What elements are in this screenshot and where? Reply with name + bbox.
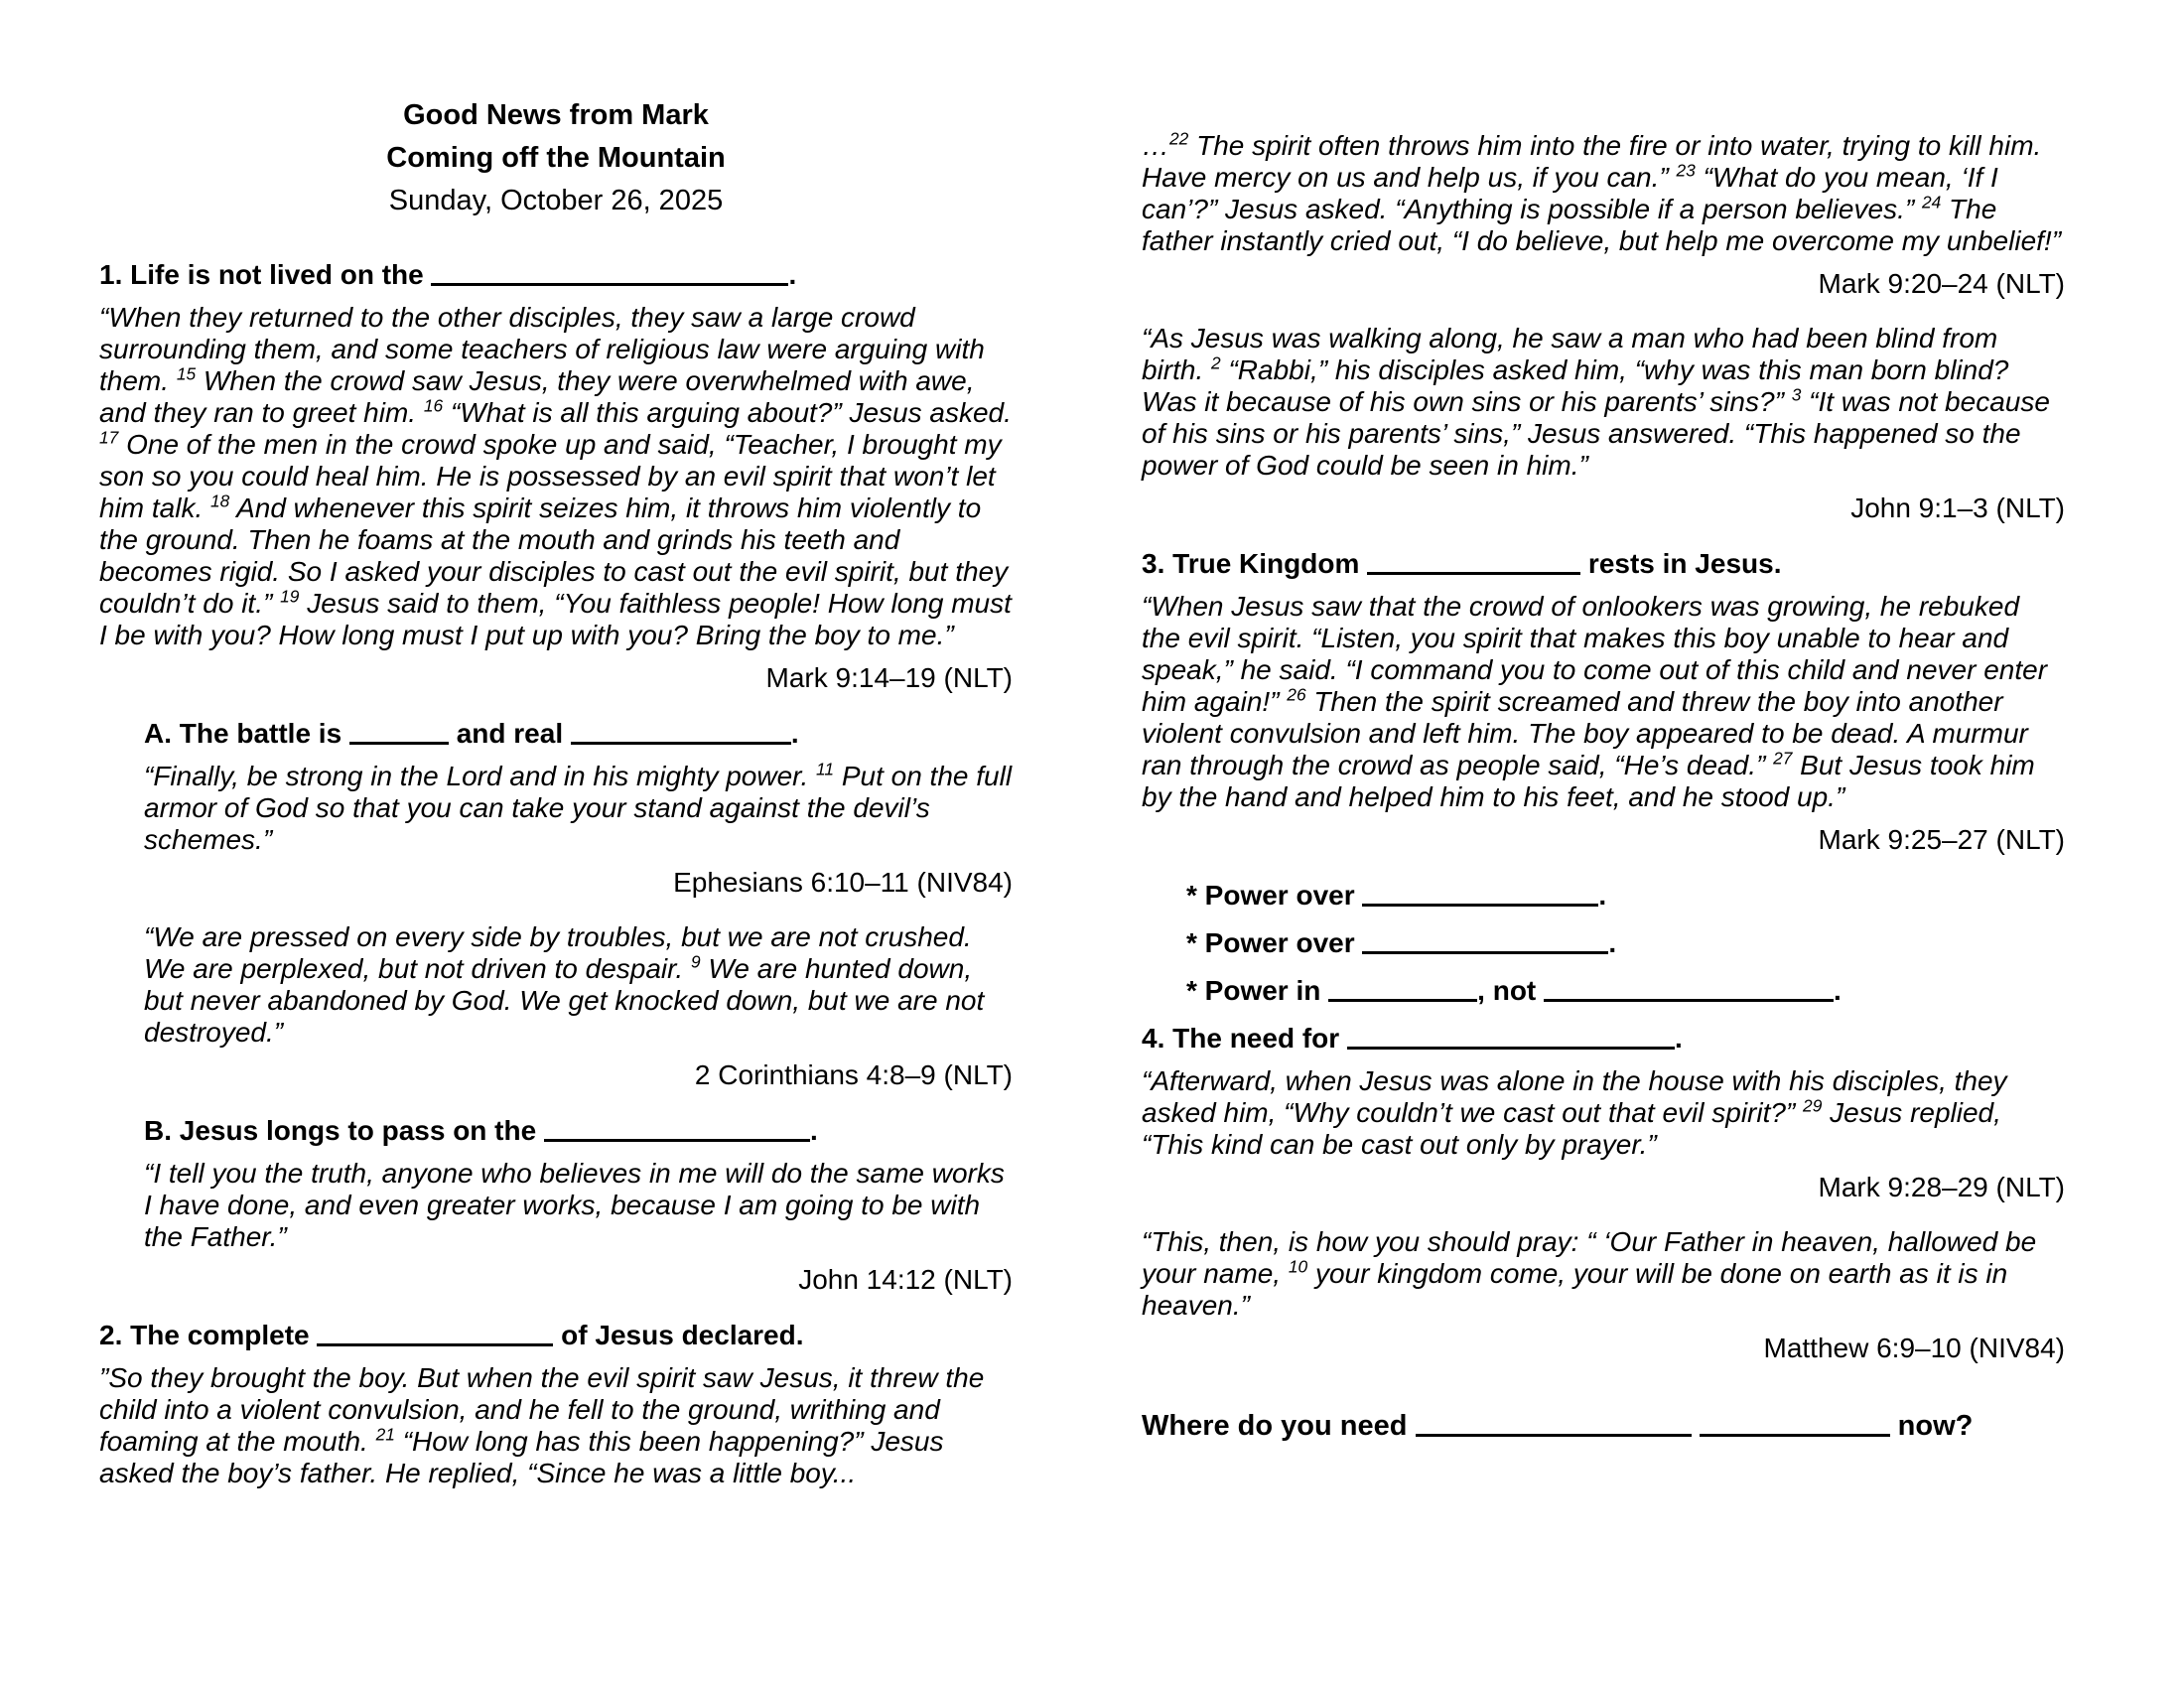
text-run: One of the men in the crowd spoke up and said, “Teacher, I brought my son so you could heal him. He is possessed by an evil spirit that won’t let him talk. [99,429,1002,523]
text-run: and real [448,718,571,749]
verse-number: 19 [280,586,300,607]
sermon-series-title: Good News from Mark [403,99,709,131]
text-run: The spirit often throws him into the fire or into water, trying to kill him. Have mercy on us and help us, if you can.” [1142,130,2042,193]
verse-number: 24 [1921,192,1942,212]
verse-number: 15 [176,363,197,384]
verse-number: 29 [1803,1095,1823,1116]
fill-in-blank [1700,1432,1890,1437]
text-run: your kingdom come, your will be done on earth as it is in heaven.” [1142,1258,2008,1321]
text-run: 3. True Kingdom [1142,548,1368,579]
power-bullet [1142,879,2065,913]
text-run: “Finally, be strong in the Lord and in his mighty power. [144,761,817,791]
scripture-citation: Mark 9:14–19 (NLT) [765,662,1013,693]
text-run: “Rabbi,” his disciples asked him, “why was this man born blind? Was it because of his own sins or his parents’ sins?” [1142,354,2009,417]
text-run: … [1142,130,1169,161]
fill-in-blank [1328,997,1477,1002]
text-run: “This, then, is how you should pray: “ ‘Our Father in heaven, hallowed be your name, [1142,1226,2037,1289]
verse-number: 2 [1211,352,1221,373]
fill-in-blank [1416,1432,1692,1437]
text-run: “When they returned to the other disciples, they saw a large crowd surrounding them, and some teachers of religious law were arguing with them. [99,302,985,396]
scripture-citation: Matthew 6:9–10 (NIV84) [1763,1333,2065,1363]
verse-number: 9 [691,951,701,972]
text-run: . [1598,880,1607,911]
text-run: rests in Jesus. [1580,548,1782,579]
verse-number: 23 [1676,160,1696,181]
scripture-quote [144,761,1013,856]
verse-number: 3 [1791,384,1802,405]
fill-in-blank [544,1137,810,1142]
right-column [1142,124,2065,1443]
scripture-citation: Mark 9:20–24 (NLT) [1818,268,2065,299]
text-run: B. Jesus longs to pass on the [144,1115,544,1146]
fill-in-blank [349,740,449,745]
scripture-quote [144,921,1013,1049]
scripture-quote [1142,1065,2065,1161]
section-heading [1142,547,2065,581]
sermon-date: Sunday, October 26, 2025 [388,185,724,216]
text-run: “We are pressed on every side by troubles, but we are not crushed. We are perplexed, but not driven to despair. [144,921,972,984]
text-run: “What do you mean, ‘If I can’?” Jesus asked. “Anything is possible if a person believes.” [1142,162,1998,224]
fill-in-blank [431,281,788,286]
text-run [1692,1410,1700,1442]
scripture-citation: 2 Corinthians 4:8–9 (NLT) [694,1059,1013,1090]
text-run: . [809,1115,818,1146]
text-run: Where do you need [1142,1410,1416,1442]
text-run: A. The battle is [144,718,349,749]
verse-number: 22 [1169,128,1189,149]
text-run: ”So they brought the boy. But when the evil spirit saw Jesus, it threw the child into a violent convulsion, and he fell to the ground, writhing and foaming at the mouth. [99,1362,985,1457]
scripture-citation: John 14:12 (NLT) [798,1264,1013,1295]
verse-number: 18 [210,491,230,511]
scripture-quote [1142,130,2065,257]
text-run: , not [1477,975,1545,1006]
text-run: “It was not because of his sins or his parents’ sins,” Jesus answered. “This happened so the power of God could be seen in him.” [1142,386,2050,481]
fill-in-blank [1367,570,1580,575]
text-run: “I tell you the truth, anyone who believes in me will do the same works I have done, and even greater works, because I am going to be with the Father.” [144,1158,1005,1252]
text-run: 1. Life is not lived on the [99,259,432,290]
text-run: The father instantly cried out, “I do believe, but help me overcome my unbelief!” [1142,194,2062,256]
scripture-citation: Mark 9:25–27 (NLT) [1818,824,2065,855]
text-run: “How long has this been happening?” Jesus asked the boy’s father. He replied, “Since he was a little boy... [99,1426,944,1488]
text-run: Jesus replied, “This kind can be cast out only by prayer.” [1142,1097,2001,1160]
section-heading [144,1114,1013,1148]
text-run: * Power in [1186,975,1329,1006]
scripture-citation: Ephesians 6:10–11 (NIV84) [673,867,1013,898]
scripture-citation: John 9:1–3 (NLT) [1850,492,2065,523]
scripture-quote [1142,323,2065,482]
text-run: We are hunted down, but never abandoned by God. We get knocked down, but we are not destroyed.” [144,953,985,1048]
text-run: Put on the full armor of God so that you can take your stand against the devil’s schemes.” [144,761,1013,855]
sermon-title: Coming off the Mountain [386,142,726,174]
application-prompt [1142,1409,2065,1443]
text-run: Jesus said to them, “You faithless people! How long must I be with you? How long must I put up with you? Bring the boy to me.” [99,588,1012,650]
text-run: of Jesus declared. [553,1320,804,1350]
left-column [99,94,1013,1499]
text-run: . [1674,1023,1683,1054]
text-run: “Afterward, when Jesus was alone in the house with his disciples, they asked him, “Why couldn’t we cast out that evil spirit?” [1142,1065,2007,1128]
text-run: And whenever this spirit seizes him, it throws him violently to the ground. Then he foams at the mouth and grinds his teeth and becomes rigid. So I asked your disciples to cast out the evil spirit, but they couldn’t do it.” [99,492,1009,619]
text-run: . [1608,927,1617,958]
scripture-quote [1142,591,2065,813]
text-run: 4. The need for [1142,1023,1347,1054]
document-header [99,94,1013,222]
text-run: . [790,718,799,749]
text-run: When the crowd saw Jesus, they were overwhelmed with awe, and they ran to greet him. [99,365,975,428]
verse-number: 11 [816,759,835,779]
scripture-citation: Mark 9:28–29 (NLT) [1818,1172,2065,1202]
text-run: . [1834,975,1842,1006]
verse-number: 17 [99,427,119,448]
verse-number: 26 [1287,684,1306,705]
text-run: * Power over [1186,927,1363,958]
verse-number: 27 [1773,748,1793,769]
fill-in-blank [1347,1045,1675,1050]
text-run: * Power over [1186,880,1363,911]
text-run: 2. The complete [99,1320,318,1350]
fill-in-blank [1362,949,1608,954]
section-heading [99,1319,1013,1352]
fill-in-blank [317,1341,553,1346]
text-run: now? [1889,1410,1974,1442]
fill-in-blank [1544,997,1834,1002]
text-run: “As Jesus was walking along, he saw a man who had been blind from birth. [1142,323,1998,385]
power-bullet [1142,974,2065,1008]
text-run: But Jesus took him by the hand and helped him to his feet, and he stood up.” [1142,750,2035,812]
scripture-quote [99,302,1013,651]
section-heading [144,717,1013,751]
power-bullet [1142,926,2065,960]
text-run: “When Jesus saw that the crowd of onlookers was growing, he rebuked the evil spirit. “Listen, you spirit that makes this boy unable to hear and speak,” he said. “I command you to come out of this child and never enter him again!” [1142,591,2048,717]
verse-number: 10 [1288,1256,1308,1277]
fill-in-blank [571,740,791,745]
text-run: “What is all this arguing about?” Jesus asked. [443,397,1012,428]
fill-in-blank [1362,902,1598,907]
verse-number: 21 [375,1424,395,1445]
scripture-quote [144,1158,1013,1253]
text-run: . [788,259,797,290]
section-heading [1142,1022,2065,1055]
scripture-quote [1142,1226,2065,1322]
verse-number: 16 [423,395,444,416]
text-run: Then the spirit screamed and threw the boy into another violent convulsion and left him. The boy appeared to be dead. A murmur ran through the crowd as people said, “He’s dead.” [1142,686,2028,780]
section-heading [99,258,1013,292]
scripture-quote [99,1362,1013,1489]
